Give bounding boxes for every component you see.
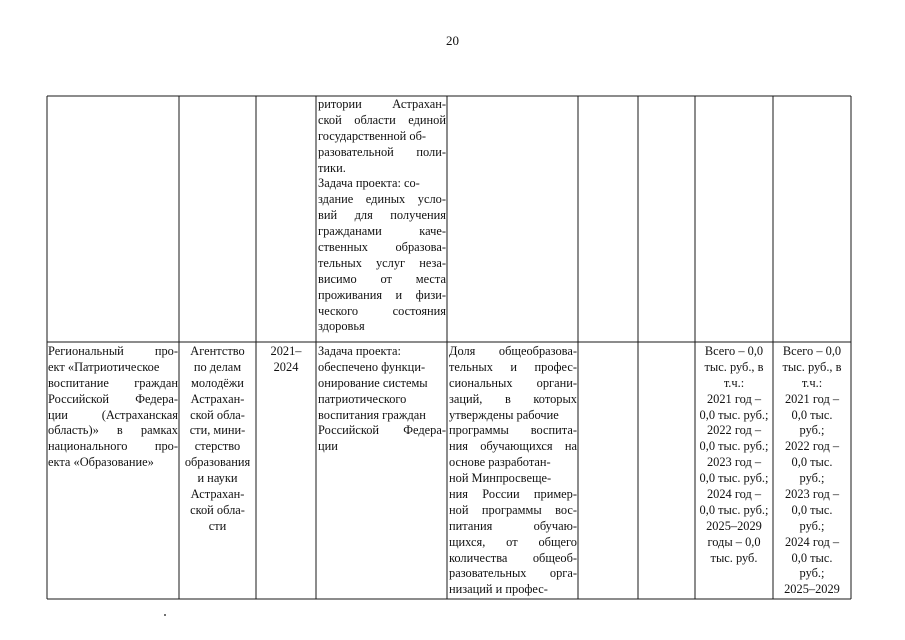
- text-line: 2024: [273, 359, 299, 374]
- text-line: здание единых усло-: [318, 192, 446, 207]
- text-line: и науки: [197, 471, 238, 486]
- text-line: основе разработан-: [449, 455, 551, 470]
- text-line: ной Минпросвеще-: [449, 471, 552, 486]
- page-number: 20: [446, 33, 459, 48]
- text-line: Российской Федера-: [318, 423, 446, 438]
- text-line: Астрахан-: [190, 391, 245, 406]
- text-line: вий для получения: [318, 208, 446, 223]
- text-line: тельных услуг неза-: [318, 255, 446, 270]
- text-line: 2023 год –: [706, 455, 762, 470]
- project-name-cell: [48, 344, 178, 471]
- text-line: Астрахан-: [190, 487, 245, 502]
- text-line: 2021–: [270, 344, 302, 358]
- text-line: руб.;: [799, 471, 825, 486]
- text-line: Задача проекта:: [318, 344, 401, 358]
- funding-cell-b: [774, 344, 850, 598]
- text-line: 0,0 тыс.: [791, 407, 833, 422]
- text-line: воспитание граждан: [48, 375, 178, 390]
- text-line: тыс. руб., в: [704, 359, 764, 374]
- text-line: Всего – 0,0: [704, 344, 764, 358]
- text-line: программы воспита-: [449, 423, 577, 438]
- text-line: по делам: [193, 359, 242, 374]
- text-line: висимо от места: [318, 271, 446, 286]
- text-line: сти: [208, 518, 227, 533]
- text-line: т.ч.:: [723, 375, 745, 390]
- text-line: низаций и профес-: [449, 582, 548, 597]
- text-line: разовательных орга-: [449, 566, 577, 581]
- text-line: 0,0 тыс. руб.;: [699, 439, 769, 454]
- text-line: питания обучаю-: [449, 518, 577, 533]
- text-line: ской обла-: [190, 407, 245, 422]
- text-line: сти, мини-: [189, 423, 246, 438]
- text-line: ния России пример-: [449, 487, 577, 502]
- text-line: 2022 год –: [706, 423, 762, 438]
- text-line: образования: [184, 455, 251, 470]
- executor-cell: [180, 344, 255, 535]
- text-line: обеспечено функци-: [318, 359, 426, 374]
- indicator-cell: [449, 344, 577, 598]
- text-line: стерство: [194, 439, 241, 454]
- text-line: разовательной поли-: [318, 144, 446, 159]
- text-line: годы – 0,0: [707, 534, 761, 549]
- text-line: 2024 год –: [706, 487, 762, 502]
- text-line: 2023 год –: [784, 487, 840, 502]
- text-line: Всего – 0,0: [782, 344, 842, 358]
- text-line: молодёжи: [191, 375, 244, 390]
- text-line: Российской Федера-: [48, 391, 178, 406]
- text-line: 0,0 тыс. руб.;: [699, 407, 769, 422]
- text-line: Доля общеобразова-: [449, 344, 577, 358]
- text-line: тики.: [318, 160, 346, 175]
- text-line: патриотического: [318, 391, 407, 406]
- text-line: ритории Астрахан-: [318, 97, 446, 111]
- text-line: 2021 год –: [706, 391, 762, 406]
- text-line: екта «Образование»: [48, 455, 154, 470]
- funding-cell-a: [696, 344, 772, 566]
- text-line: утверждены рабочие: [449, 407, 559, 422]
- text-line: сиональных органи-: [449, 375, 577, 390]
- text-line: ции (Астраханская: [48, 407, 178, 422]
- text-line: 0,0 тыс.: [791, 502, 833, 517]
- text-line: 0,0 тыс. руб.;: [699, 471, 769, 486]
- text-line: руб.;: [799, 423, 825, 438]
- text-line: тыс. руб.: [710, 550, 758, 565]
- text-line: 2025–2029: [706, 518, 762, 533]
- text-line: область)» в рамках: [48, 423, 178, 438]
- text-line: 0,0 тыс.: [791, 455, 833, 470]
- period-cell: [257, 344, 315, 376]
- text-line: заций, в которых: [449, 391, 577, 406]
- row1-task-description: [318, 97, 446, 335]
- text-line: онирование системы: [318, 375, 428, 390]
- text-line: ческого состояния: [318, 303, 446, 318]
- text-line: гражданами каче-: [318, 224, 446, 239]
- text-line: здоровья: [318, 319, 365, 334]
- text-line: Региональный про-: [48, 344, 178, 358]
- text-line: Агентство: [190, 344, 245, 358]
- text-line: тельных и профес-: [449, 359, 577, 374]
- text-line: ской обла-: [190, 502, 245, 517]
- text-line: проживания и физи-: [318, 287, 446, 302]
- text-line: ект «Патриотическое: [48, 359, 160, 374]
- text-line: воспитания граждан: [318, 407, 426, 422]
- text-line: национального про-: [48, 439, 178, 454]
- task-cell: [318, 344, 446, 455]
- text-line: руб.;: [799, 566, 825, 581]
- text-line: руб.;: [799, 518, 825, 533]
- text-line: т.ч.:: [801, 375, 823, 390]
- text-line: щихся, от общего: [449, 534, 577, 549]
- text-line: ственных образова-: [318, 240, 446, 255]
- text-line: 2025–2029: [784, 582, 840, 597]
- text-line: количества общеоб-: [449, 550, 577, 565]
- text-line: ния обучающихся на: [449, 439, 577, 454]
- text-line: ной программы вос-: [449, 502, 577, 517]
- stray-mark: [164, 614, 166, 616]
- text-line: 2021 год –: [784, 391, 840, 406]
- text-line: 0,0 тыс.: [791, 550, 833, 565]
- text-line: ской области единой: [318, 112, 446, 127]
- text-line: 2024 год –: [784, 534, 840, 549]
- text-line: тыс. руб., в: [782, 359, 842, 374]
- text-line: государственной об-: [318, 128, 427, 143]
- text-line: 0,0 тыс. руб.;: [699, 502, 769, 517]
- text-line: 2022 год –: [784, 439, 840, 454]
- text-line: Задача проекта: со-: [318, 176, 420, 191]
- text-line: ции: [318, 439, 338, 454]
